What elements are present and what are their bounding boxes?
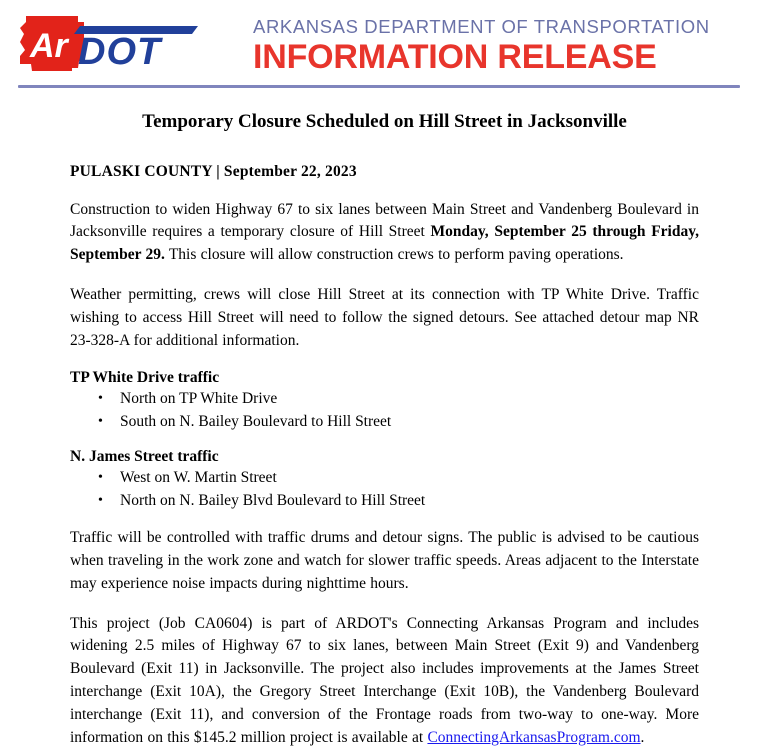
paragraph-project-details: [70, 613, 699, 749]
list-item: [70, 467, 699, 489]
ardot-logo-icon: [16, 12, 201, 74]
dateline: PULASKI COUNTY | September 22, 2023: [70, 162, 357, 180]
bullet-icon: •: [98, 492, 103, 508]
detour-list-n-james-street: [70, 467, 699, 512]
detour-section-n-james-street: [70, 448, 699, 512]
list-item-label: West on W. Martin Street: [120, 469, 277, 487]
bullet-icon: •: [98, 391, 103, 407]
list-item: [70, 388, 699, 410]
connecting-arkansas-program-link[interactable]: ConnectingArkansasProgram.com: [427, 728, 641, 746]
page-title: Temporary Closure Scheduled on Hill Street in Jacksonville: [142, 111, 627, 132]
paragraph-traffic-control: Traffic will be controlled with traffic drums and detour signs. The public is advised to be cautious when traveling in the work zone and watch for slower traffic speeds. Areas adjacent to the Interstate may experience noise impacts during nighttime hours.: [70, 529, 699, 592]
logo-ar-text: Ar: [30, 27, 68, 65]
bullet-icon: •: [98, 470, 103, 486]
agency-title-block: [253, 16, 753, 77]
ardot-logo: [16, 12, 201, 74]
detour-section-tp-white-drive: [70, 369, 699, 433]
list-item: [70, 490, 699, 512]
logo-dot-text: DOT: [78, 31, 162, 73]
bullet-icon: •: [98, 413, 103, 429]
release-name: INFORMATION RELEASE: [253, 38, 657, 77]
paragraph-4-part-1: This project (Job CA0604) is part of ARDOT's Connecting Arkansas Program and includes widening 2.5 miles of Highway 67 to six lanes, between Main Street (Exit 9) and Vandenberg Boulevard (Exit 11) in Jacksonville. The project also includes improvements at the James Street interchange (Exit 10A), the Gregory Street Interchange (Exit 10B), the Vandenberg Boulevard interchange (Exit 11), and conversion of the Frontage roads from two-way to one-way. More information on this $145.2 million project is available at: [70, 614, 699, 746]
list-item-label: North on TP White Drive: [120, 390, 278, 408]
paragraph-detour-info: Weather permitting, crews will close Hill Street at its connection with TP White Drive. Traffic wishing to access Hill Street will need to follow the signed detours. See attached detour map NR 23-328-A for additional information.: [70, 286, 699, 349]
paragraph-1-part-2: This closure will allow construction crews to perform paving operations.: [164, 246, 624, 264]
list-item-label: South on N. Bailey Boulevard to Hill Street: [120, 412, 392, 430]
paragraph-1-part-1: Construction to widen Highway 67 to six lanes between Main Street and Vandenberg Boulevard in Jacksonville requires a temporary closure of Hill Street: [70, 200, 699, 241]
closure-date-range: Monday, September 25 through Friday, September 29.: [70, 223, 699, 264]
detour-list-tp-white-drive: [70, 388, 699, 433]
letterhead: [0, 0, 769, 80]
paragraph-closure-dates: [70, 199, 699, 267]
paragraph-4-part-2: .: [640, 728, 645, 746]
agency-name: ARKANSAS DEPARTMENT OF TRANSPORTATION: [253, 16, 710, 37]
list-item-label: North on N. Bailey Blvd Boulevard to Hill Street: [120, 491, 426, 509]
header-divider: [18, 85, 740, 88]
list-item: [70, 411, 699, 433]
document-body: [70, 110, 699, 749]
section-heading-tp-white-drive: TP White Drive traffic: [70, 369, 220, 387]
section-heading-n-james-street: N. James Street traffic: [70, 448, 219, 466]
